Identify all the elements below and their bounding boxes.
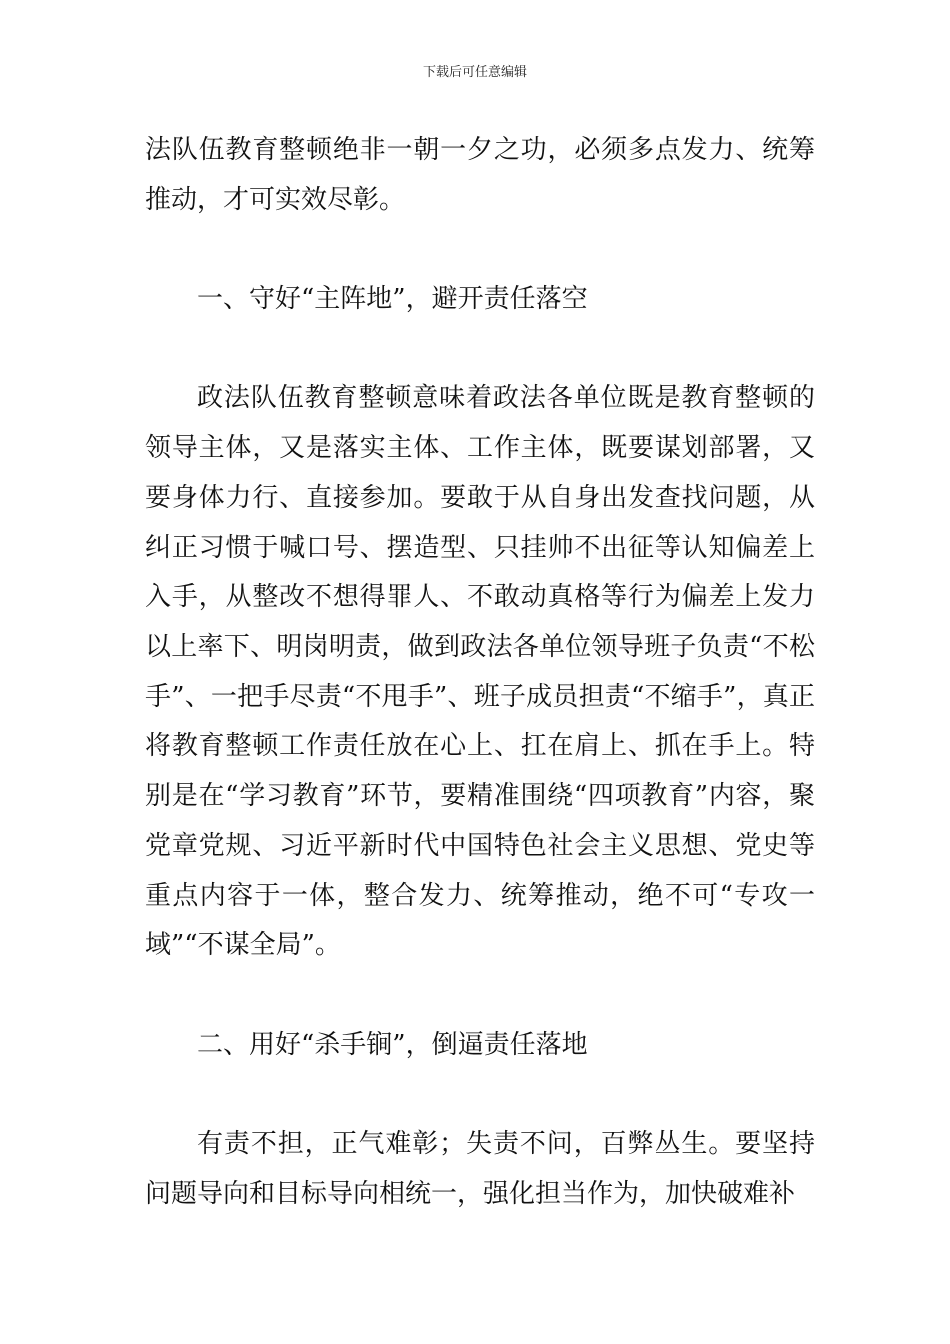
- paragraph-spacer: [145, 225, 815, 275]
- paragraph-spacer: [145, 1070, 815, 1120]
- section1-heading: 一、守好“主阵地”，避开责任落空: [197, 284, 588, 315]
- page-header-note: 下载后可任意编辑: [422, 65, 527, 80]
- section1-body-paragraph: 政法队伍教育整顿意味着政法各单位既是教育整顿的领导主体，又是落实主体、工作主体，既要谋划部署，又要身体力行、直接参加。要敢于从自身出发查找问题，从纠正习惯于喊口号、摆造型、只挂帅不出征等认知偏差上入手，从整改不想得罪人、不敢动真格等行为偏差上发力以上率下、明岗明责，做到政法各单位领导班子负责“不松手”、一把手尽责“不甩手”、班子成员担责“不缩手”，真正将教育整顿工作责任放在心上、扛在肩上、抓在手上。特别是在“学习教育”环节，要精准围绕“四项教育”内容，聚党章党规、习近平新时代中国特色社会主义思想、党史等重点内容于一体，整合发力、统筹推动，绝不可“专攻一域”“不谋全局”。: [145, 383, 815, 961]
- paragraph-spacer: [145, 971, 815, 1021]
- intro-continuation-paragraph: 法队伍教育整顿绝非一朝一夕之功，必须多点发力、统筹推动，才可实效尽彰。: [145, 135, 815, 215]
- section2-heading: 二、用好“杀手锏”，倒逼责任落地: [197, 1029, 588, 1060]
- document-body: [145, 126, 815, 1219]
- section2-body-paragraph: 有责不担，正气难彰；失责不问，百弊丛生。要坚持问题导向和目标导向相统一，强化担当作为，加快破难补: [145, 1129, 815, 1209]
- paragraph-spacer: [145, 325, 815, 375]
